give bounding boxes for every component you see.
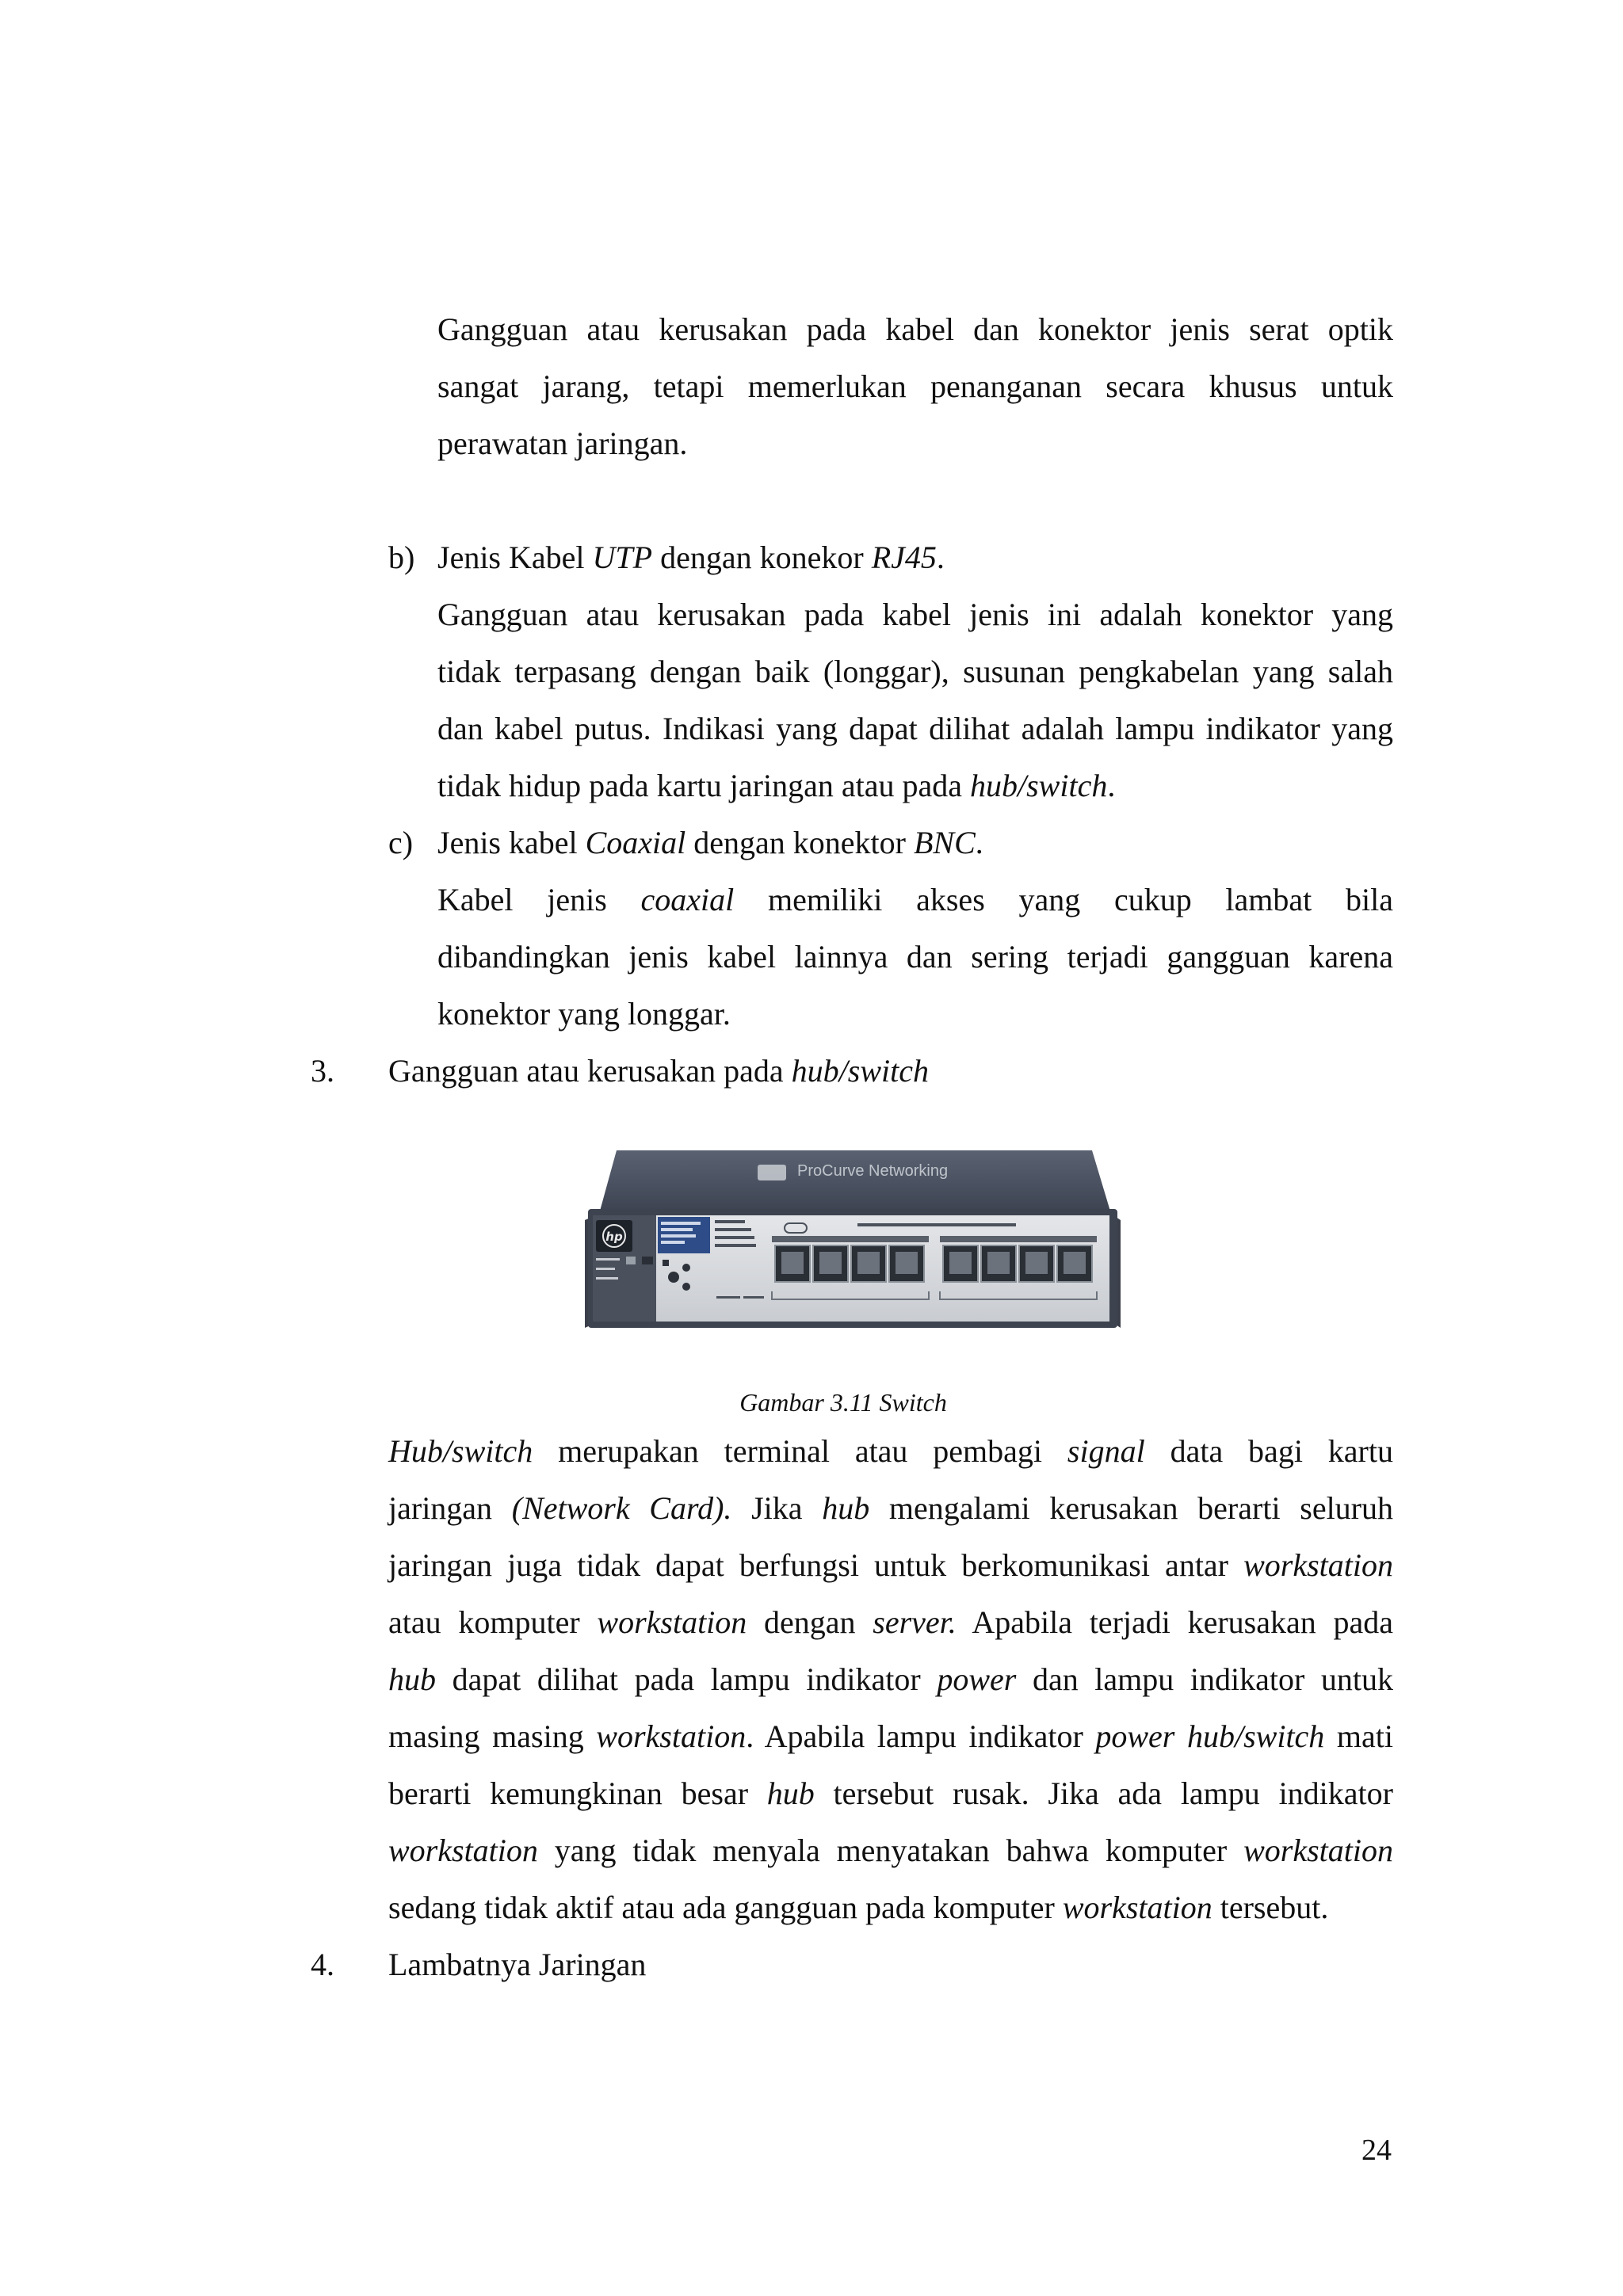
brand-text: ProCurve Networking — [797, 1162, 949, 1180]
text-segment: dengan konekor — [652, 540, 872, 575]
text-segment: Jika — [731, 1490, 823, 1526]
switch-top — [599, 1150, 1111, 1214]
text-segment: RJ45 — [871, 540, 937, 575]
text-segment: Jenis Kabel — [437, 540, 593, 575]
text-segment: workstation — [388, 1833, 538, 1868]
text-segment: server. — [873, 1604, 957, 1640]
item-3-heading — [388, 1052, 929, 1090]
text-segment: hub/switch — [791, 1053, 930, 1089]
hp-logo-icon — [596, 1220, 632, 1252]
text-segment: hub — [822, 1490, 870, 1526]
paragraph-line: dibandingkan jenis kabel lainnya dan sering terjadi gangguan karena — [437, 939, 1393, 974]
text-segment: Jenis kabel — [437, 825, 586, 860]
paragraph-line: perawatan jaringan. — [437, 425, 688, 461]
paragraph-line — [437, 881, 1393, 919]
list-marker-3: 3. — [311, 1053, 334, 1089]
text-segment: Coaxial — [585, 825, 686, 860]
text-segment: berarti kemungkinan besar — [388, 1775, 767, 1811]
figure-caption: Gambar 3.11 Switch — [739, 1388, 947, 1417]
text-segment: coaxial — [640, 882, 735, 917]
list-marker-4: 4. — [311, 1947, 334, 1982]
text-segment: UTP — [592, 540, 653, 575]
text-segment: . Apabila lampu indikator — [746, 1718, 1096, 1754]
text-segment: masing masing — [388, 1718, 597, 1754]
text-segment: . — [936, 540, 945, 575]
text-segment: mati — [1324, 1718, 1393, 1754]
text-segment: workstation — [597, 1604, 747, 1640]
paragraph-line: tidak terpasang dengan baik (longgar), susunan pengkabelan yang salah — [437, 654, 1393, 689]
text-segment: atau komputer — [388, 1604, 598, 1640]
paragraph-line — [437, 767, 1115, 805]
text-segment: workstation — [1243, 1833, 1393, 1868]
item-4-heading: Lambatnya Jaringan — [388, 1947, 647, 1982]
text-segment: tersebut. — [1212, 1890, 1329, 1925]
text-segment: power — [937, 1661, 1017, 1697]
text-segment: yang tidak menyala menyatakan bahwa komputer — [537, 1833, 1244, 1868]
paragraph-line: dan kabel putus. Indikasi yang dapat dilihat adalah lampu indikator yang — [437, 711, 1393, 746]
text-segment: . — [975, 825, 983, 860]
paragraph-line — [388, 1832, 1393, 1870]
paragraph-line — [388, 1489, 1393, 1527]
text-segment: data bagi kartu — [1144, 1433, 1393, 1469]
text-segment: (Network Card). — [511, 1490, 732, 1526]
text-segment: jaringan — [388, 1490, 512, 1526]
text-segment: Kabel jenis — [437, 882, 641, 917]
text-segment: jaringan juga tidak dapat berfungsi untuk berkomunikasi antar — [388, 1547, 1244, 1583]
text-segment: hub — [766, 1775, 815, 1811]
text-segment: power hub/switch — [1095, 1718, 1325, 1754]
text-segment: tersebut rusak. Jika ada lampu indikator — [814, 1775, 1393, 1811]
paragraph-line — [388, 1432, 1393, 1470]
logo-text: hp — [605, 1230, 623, 1244]
text-segment: workstation — [1062, 1890, 1212, 1925]
text-segment: tidak hidup pada kartu jaringan atau pada — [437, 768, 970, 803]
text-segment: dengan konektor — [685, 825, 914, 860]
paragraph-line — [388, 1775, 1393, 1813]
list-marker-c: c) — [388, 825, 414, 860]
text-segment: sedang tidak aktif atau ada gangguan pada komputer — [388, 1890, 1063, 1925]
paragraph-line: konektor yang longgar. — [437, 996, 731, 1032]
page-number: 24 — [1361, 2134, 1392, 2167]
paragraph-line — [388, 1604, 1393, 1642]
paragraph-line: Gangguan atau kerusakan pada kabel jenis ini adalah konektor yang — [437, 597, 1393, 632]
text-segment: workstation — [1243, 1547, 1393, 1583]
text-segment: hub — [388, 1661, 436, 1697]
text-segment: dengan — [747, 1604, 873, 1640]
text-segment: Gangguan atau kerusakan pada — [388, 1053, 792, 1089]
paragraph-line — [388, 1661, 1393, 1699]
text-segment: workstation — [596, 1718, 747, 1754]
item-c-heading — [437, 824, 983, 862]
item-b-heading — [437, 539, 945, 577]
text-segment: merupakan terminal atau pembagi — [533, 1433, 1067, 1469]
text-segment: signal — [1067, 1433, 1145, 1469]
switch-image — [585, 1141, 1121, 1331]
text-segment: memiliki akses yang cukup lambat bila — [734, 882, 1393, 917]
text-segment: Apabila terjadi kerusakan pada — [956, 1604, 1393, 1640]
text-segment: BNC — [914, 825, 976, 860]
text-segment: hub/switch — [969, 768, 1108, 803]
text-segment: Hub/switch — [388, 1433, 533, 1469]
list-marker-b: b) — [388, 540, 415, 575]
text-segment: . — [1107, 768, 1116, 803]
paragraph-line — [388, 1547, 1393, 1585]
text-segment: dan lampu indikator untuk — [1016, 1661, 1394, 1697]
text-segment: dapat dilihat pada lampu indikator — [436, 1661, 938, 1697]
paragraph-line: sangat jarang, tetapi memerlukan penanganan secara khusus untuk — [437, 368, 1393, 404]
paragraph-line — [388, 1889, 1328, 1927]
text-segment: mengalami kerusakan berarti seluruh — [869, 1490, 1393, 1526]
paragraph-line: Gangguan atau kerusakan pada kabel dan konektor jenis serat optik — [437, 311, 1393, 347]
paragraph-line — [388, 1718, 1393, 1756]
